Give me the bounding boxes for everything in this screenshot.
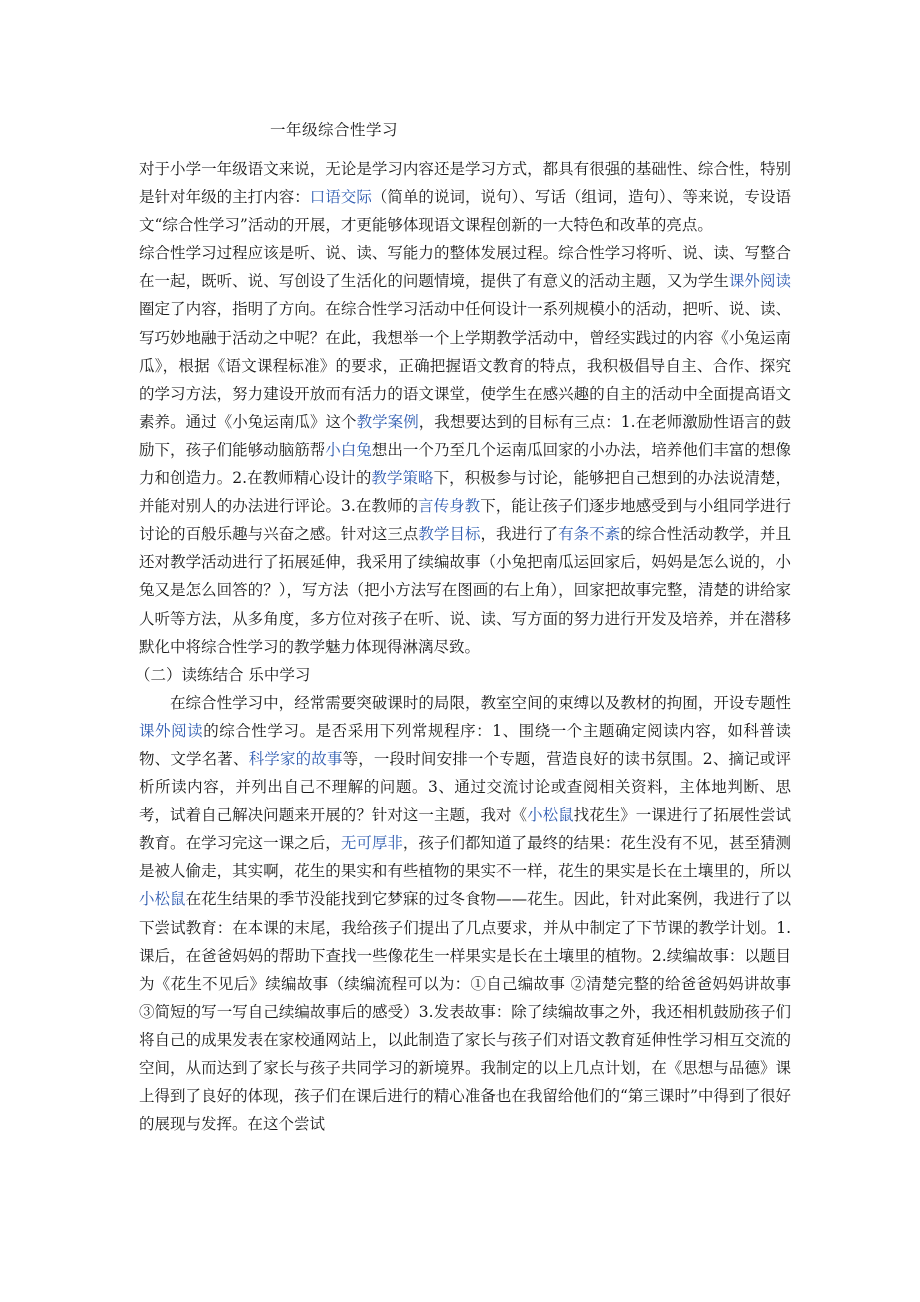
paragraph-text: 想出一个乃至几个运南瓜回家的小办法，培养他们丰富的想像力和创造力。2.在教师精心设计的 [139, 440, 791, 488]
inline-link[interactable]: 教学策略 [371, 469, 434, 488]
paragraph-text: 下，积极参与讨论，能够把自己想到的办法说清楚，并能对别人的办法进行评论。3.在教师的 [139, 469, 791, 516]
paragraph-text: ，孩子们都知道了最终的结果：花生没有不见，甚至猜测是被人偷走，其实啊，花生的果实和有些植物的果实不一样，花生的果实是长在土壤里的，所以 [139, 834, 791, 881]
inline-link[interactable]: 言传身教 [418, 497, 481, 516]
paragraph-text: ，我进行了 [480, 525, 559, 544]
section-paragraphs [139, 689, 791, 1139]
paragraph [139, 239, 791, 660]
inline-link[interactable]: 无可厚非 [340, 834, 403, 853]
paragraph-text: 找花生》一课进行了拓展性尝试教育。在学习完这一课之后， [139, 806, 791, 853]
document-title: 一年级综合性学习 [270, 121, 399, 139]
document-body [135, 155, 791, 1138]
inline-link[interactable]: 小松鼠 [139, 890, 186, 909]
paragraph-text: 的综合性活动教学，并且还对教学活动进行了拓展延伸，我采用了续编故事（小兔把南瓜运回家后，妈妈是怎么说的，小兔又是怎么回答的？），写方法（把小方法写在图画的右上角），回家把故事完整，清楚的讲给家人听等方法，从多角度，多方位对孩子在听、说、读、写方面的努力进行开发及培养，并在潜移默化中将综合性学习的教学魅力体现得淋漓尽致。 [139, 525, 791, 656]
intro-paragraphs [139, 155, 791, 661]
inline-link[interactable]: 教学案例 [356, 412, 419, 431]
paragraph-text: 综合性学习过程应该是听、说、读、写能力的整体发展过程。综合性学习将听、说、读、写整合在一起，既听、说、写创设了生活化的问题情境，提供了有意义的活动主题，又为学生 [139, 244, 791, 291]
paragraph-text: 的综合性学习。是否采用下列常规程序：1、围绕一个主题确定阅读内容，如科普读物、文学名著、 [139, 721, 791, 768]
paragraph-text: 在花生结果的季节没能找到它梦寐的过冬食物——花生。因此，针对此案例，我进行了以下尝试教育：在本课的末尾，我给孩子们提出了几点要求，并从中制定了下节课的教学计划。1.课后，在爸爸妈妈的帮助下查找一些像花生一样果实是长在土壤里的植物。2.续编故事：以题目为《花生不见后》续编故事（续编流程可以为：①自己编故事 ②清楚完整的给爸爸妈妈讲故事 ③简短的写一写自己续编故事后的感受）3.发表故事：除了续编故事之外，我还相机鼓励孩子们将自己的成果发表在家校通网站上，以此制造了家长与孩子们对语文教育延伸性学习相互交流的空间，从而达到了家长与孩子共同学习的新境界。我制定的以上几点计划，在《思想与品德》课上得到了良好的体现，孩子们在课后进行的精心准备也在我留给他们的“第三课时”中得到了很好的展现与发挥。在这个尝试 [139, 890, 791, 1134]
paragraph-text: 圈定了内容，指明了方向。在综合性学习活动中任何设计一系列规模小的活动，把听、说、读、写巧妙地融于活动之中呢？在此，我想举一个上学期教学活动中，曾经实践过的内容《小兔运南瓜》，根据《语文课程标准》的要求，正确把握语文教育的特点，我积极倡导自主、合作、探究的学习方法，努力建设开放而有活力的语文课堂，使学生在感兴趣的自主的活动中全面提高语文素养。通过《小兔运南瓜》这个 [139, 300, 791, 431]
paragraph-text: 对于小学一年级语文来说，无论是学习内容还是学习方式，都具有很强的基础性、综合性，特别是针对年级的主打内容： [139, 160, 791, 207]
paragraph-text: 下，能让孩子们逐步地感受到与小组同学进行讨论的百般乐趣与兴奋之感。针对这三点 [139, 497, 791, 544]
paragraph-text: ，我想要达到的目标有三点：1.在老师激励性语言的鼓励下，孩子们能够动脑筋帮 [139, 412, 791, 459]
section-heading: （二）读练结合 乐中学习 [135, 665, 311, 684]
paragraph-text: 等，一段时间安排一个专题，营造良好的读书氛围。2、摘记或评析所读内容，并列出自己不理解的问题。3、通过交流讨论或查阅相关资料，主体地判断、思考，试着自己解决问题来开展的？针对这一主题，我对《 [139, 749, 791, 825]
inline-link[interactable]: 小白兔 [325, 440, 372, 459]
paragraph [139, 689, 791, 1139]
inline-link[interactable]: 有条不紊 [558, 525, 621, 544]
inline-link[interactable]: 科学家的故事 [248, 749, 343, 768]
paragraph-text: 在综合性学习中，经常需要突破课时的局限，教室空间的束缚以及教材的拘囿，开设专题性 [170, 693, 791, 712]
inline-link[interactable]: 课外阅读 [728, 272, 791, 291]
inline-link[interactable]: 课外阅读 [139, 721, 204, 740]
inline-link[interactable]: 小松鼠 [527, 806, 574, 825]
inline-link[interactable]: 口语交际 [309, 188, 372, 207]
paragraph-text: （简单的说词，说句）、写话（组词，造句）、等来说，专设语文“综合性学习”活动的开展，才更能够体现语文课程创新的一大特色和改革的亮点。 [139, 188, 791, 235]
inline-link[interactable]: 教学目标 [418, 525, 481, 544]
paragraph [139, 155, 791, 239]
